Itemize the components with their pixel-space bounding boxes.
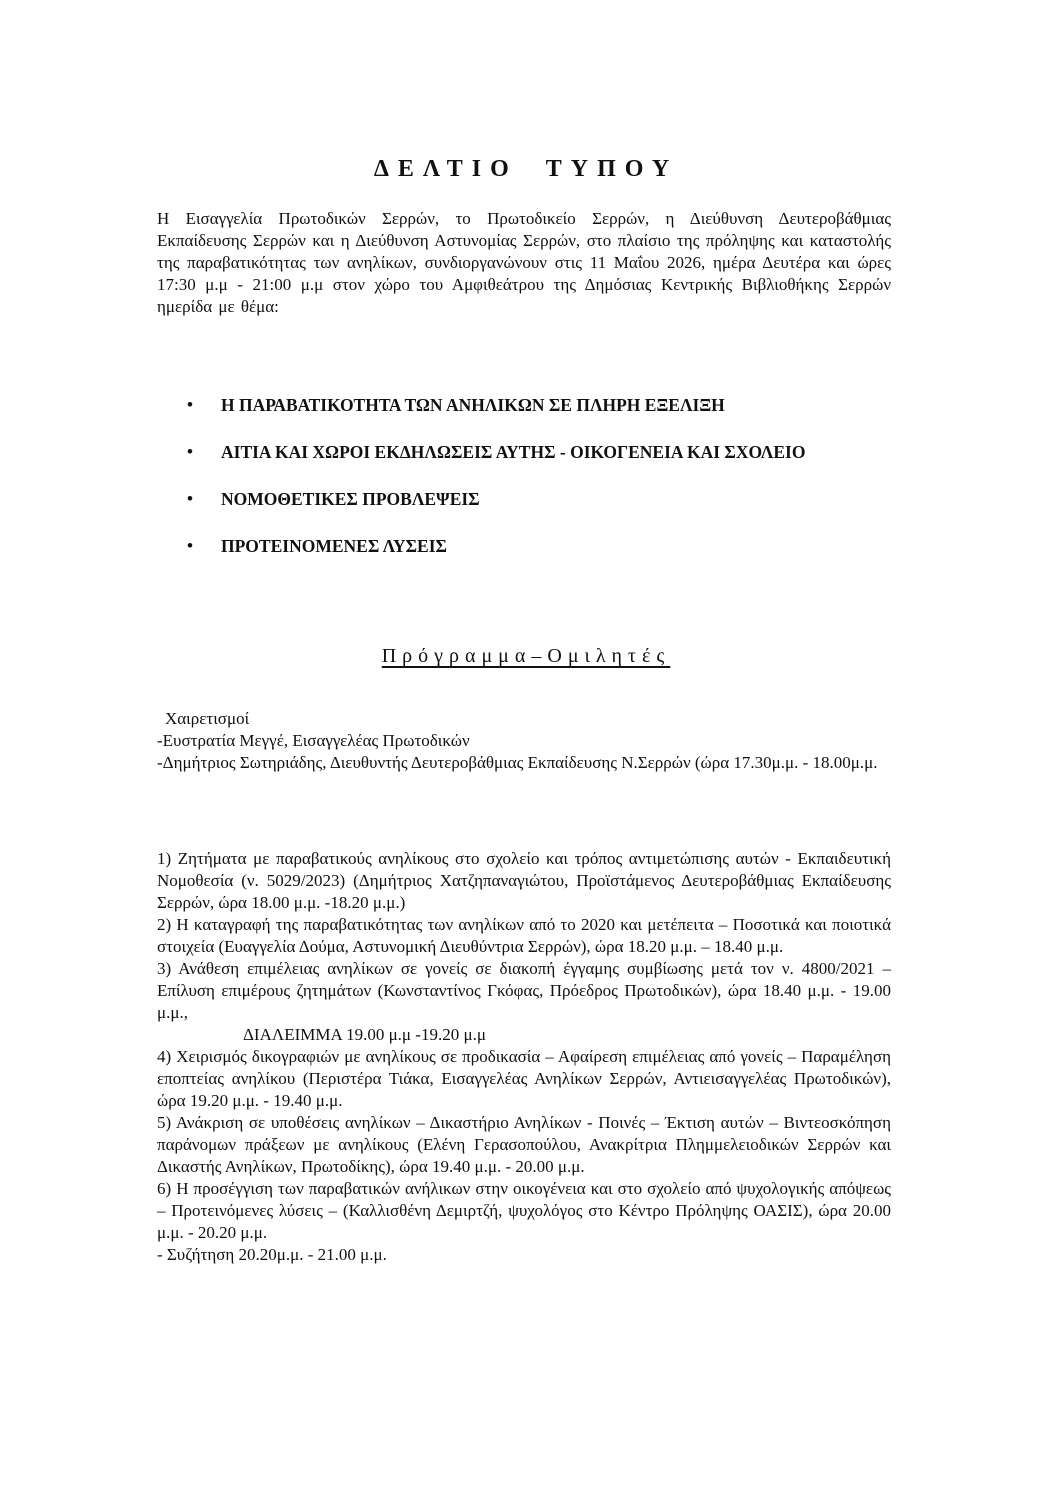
- bullet-icon: •: [187, 536, 193, 555]
- program-item: 2) Η καταγραφή της παραβατικότητας των ανηλίκων από το 2020 και μετέπειτα – Ποσοτικά και ποιοτικά στοιχεία (Ευαγγελία Δούμα, Αστυνομική Διευθύντρια Σερρών), ώρα 18.20 μ.μ. – 18.40 μ.μ.: [157, 915, 891, 956]
- bullet-icon: •: [187, 489, 193, 508]
- topics-list: [157, 388, 891, 576]
- discussion-line: - Συζήτηση 20.20μ.μ. - 21.00 μ.μ.: [157, 1245, 387, 1264]
- title-word-1: ΔΕΛΤΙΟ: [373, 156, 518, 182]
- program-items: [157, 848, 891, 1266]
- topic-item: • ΠΡΟΤΕΙΝΟΜΕΝΕΣ ΛΥΣΕΙΣ: [157, 529, 891, 563]
- program-item: 3) Ανάθεση επιμέλειας ανηλίκων σε γονείς σε διακοπή έγγαμης συμβίωσης μετά τον ν. 4800/2021 – Επίλυση επιμέρους ζητημάτων (Κωνσταντίνος Γκόφας, Πρόεδρος Πρωτοδικών), ώρα 18.40 μ.μ. - 19.00 μ.μ.,: [157, 959, 891, 1022]
- topic-item: • Η ΠΑΡΑΒΑΤΙΚΟΤΗΤΑ ΤΩΝ ΑΝΗΛΙΚΩΝ ΣΕ ΠΛΗΡΗ ΕΞΕΛΙΞΗ: [157, 388, 891, 422]
- greetings-section: [157, 708, 891, 774]
- program-item: 1) Ζητήματα με παραβατικούς ανηλίκους στο σχολείο και τρόπος αντιμετώπισης αυτών - Εκπαιδευτική Νομοθεσία (ν. 5029/2023) (Δημήτριος Χατζηπαναγιώτου, Προϊστάμενος Δευτεροβάθμιας Εκπαίδευσης Σερρών, ώρα 18.00 μ.μ. -18.20 μ.μ.): [157, 849, 891, 912]
- document-title: [0, 156, 1052, 183]
- break-line: ΔΙΑΛΕΙΜΜΑ 19.00 μ.μ -19.20 μ.μ: [243, 1025, 486, 1044]
- bullet-icon: •: [187, 395, 193, 414]
- topic-item: • ΝΟΜΟΘΕΤΙΚΕΣ ΠΡΟΒΛΕΨΕΙΣ: [157, 482, 891, 516]
- bullet-icon: •: [187, 442, 193, 461]
- program-item: 5) Ανάκριση σε υποθέσεις ανηλίκων – Δικαστήριο Ανηλίκων - Ποινές – Έκτιση αυτών – Βιντεοσκόπηση παράνομων πράξεων με ανηλίκους (Ελένη Γερασοπούλου, Ανακρίτρια Πλημμελειοδικών Σερρών και Δικαστής Ανηλίκων, Πρωτοδίκης), ώρα 19.40 μ.μ. - 20.00 μ.μ.: [157, 1113, 891, 1176]
- greeting-line: -Δημήτριος Σωτηριάδης, Διευθυντής Δευτεροβάθμιας Εκπαίδευσης Ν.Σερρών (ώρα 17.30μ.μ. - 18.00μ.μ.: [157, 753, 878, 772]
- title-word-2: ΤΥΠΟΥ: [545, 156, 679, 182]
- intro-paragraph: Η Εισαγγελία Πρωτοδικών Σερρών, το Πρωτοδικείο Σερρών, η Διεύθυνση Δευτεροβάθμιας Εκπαίδευσης Σερρών και η Διεύθυνση Αστυνομίας Σερρών, στο πλαίσιο της πρόληψης και καταστολής της παραβατικότητας των ανηλίκων, συνδιοργανώνουν στις 11 Μαΐου 2026, ημέρα Δευτέρα και ώρες 17:30 μ.μ - 21:00 μ.μ στον χώρο του Αμφιθεάτρου της Δημόσιας Κεντρικής Βιβλιοθήκης Σερρών ημερίδα με θέμα:: [157, 209, 891, 316]
- greeting-line: -Ευστρατία Μεγγέ, Εισαγγελέας Πρωτοδικών: [157, 731, 470, 750]
- program-item: 6) Η προσέγγιση των παραβατικών ανήλικων στην οικογένεια και στο σχολείο από ψυχολογικής απόψεως – Προτεινόμενες λύσεις – (Καλλισθένη Δεμιρτζή, ψυχολόγος στο Κέντρο Πρόληψης ΟΑΣΙΣ), ώρα 20.00 μ.μ. - 20.20 μ.μ.: [157, 1179, 891, 1242]
- greetings-heading: Χαιρετισμοί: [165, 709, 250, 728]
- topic-item: • ΑΙΤΙΑ ΚΑΙ ΧΩΡΟΙ ΕΚΔΗΛΩΣΕΙΣ ΑΥΤΗΣ - ΟΙΚΟΓΕΝΕΙΑ ΚΑΙ ΣΧΟΛΕΙΟ: [157, 435, 891, 469]
- program-item: 4) Χειρισμός δικογραφιών με ανηλίκους σε προδικασία – Αφαίρεση επιμέλειας από γονείς – Παραμέληση εποπτείας ανηλίκου (Περιστέρα Τιάκα, Εισαγγελέας Ανηλίκων Σερρών, Αντιεισαγγελέας Πρωτοδικών), ώρα 19.20 μ.μ. - 19.40 μ.μ.: [157, 1047, 891, 1110]
- program-heading: Πρόγραμμα–Ομιλητές: [381, 645, 671, 667]
